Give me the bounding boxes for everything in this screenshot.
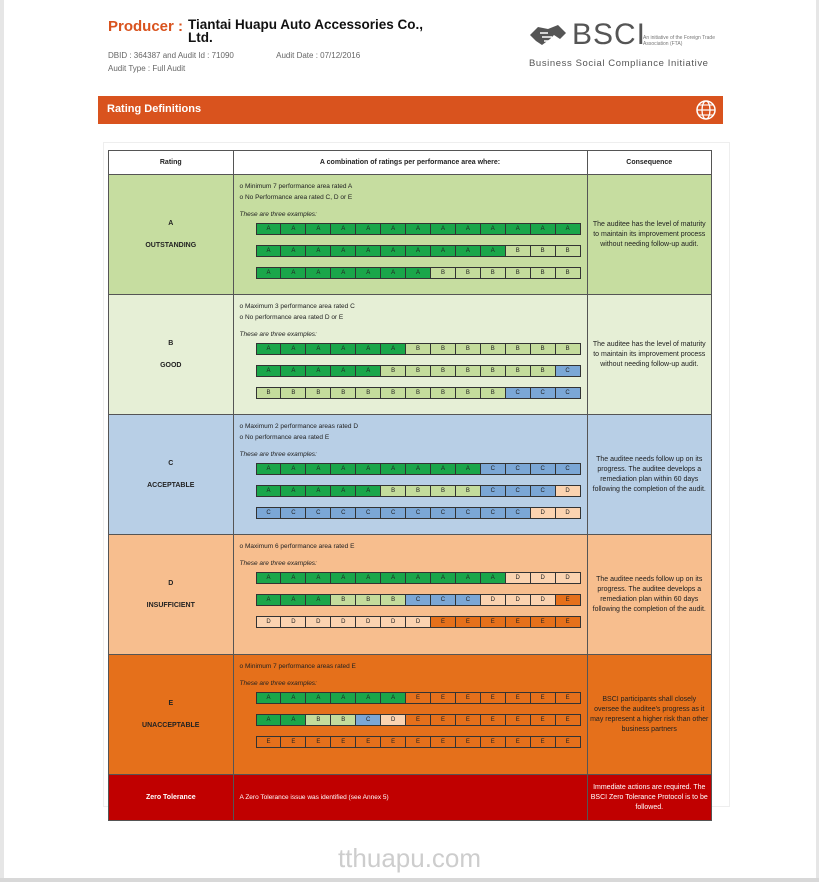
rating-cell: B bbox=[506, 268, 531, 278]
rating-cell: C bbox=[481, 486, 506, 496]
rating-cell: A bbox=[306, 464, 331, 474]
rating-cell: A bbox=[406, 464, 431, 474]
rating-cell: A bbox=[506, 224, 531, 234]
rating-cell: B bbox=[381, 595, 406, 605]
rating-cell: D bbox=[356, 617, 381, 627]
frame-bottom bbox=[0, 878, 819, 882]
rating-cell: A bbox=[257, 224, 282, 234]
rating-cell: A bbox=[331, 366, 356, 376]
rating-cell: C bbox=[506, 508, 531, 518]
rating-cell: E bbox=[506, 617, 531, 627]
rating-letter: D bbox=[168, 580, 174, 587]
rating-cell: B bbox=[431, 486, 456, 496]
example-grid-row bbox=[256, 507, 581, 519]
rating-cell: E bbox=[456, 617, 481, 627]
example-grid-row bbox=[256, 245, 581, 257]
dbid-text: DBID : 364387 and Audit Id : 71090 bbox=[108, 51, 234, 60]
rating-cell: C bbox=[331, 508, 356, 518]
rating-cell: A bbox=[257, 464, 282, 474]
rating-cell: C bbox=[531, 486, 556, 496]
handshake-icon bbox=[528, 21, 568, 51]
rating-cell: B bbox=[257, 388, 282, 398]
rating-cell: A bbox=[257, 486, 282, 496]
rating-cell: B bbox=[506, 344, 531, 354]
rating-cell: A bbox=[306, 344, 331, 354]
globe-icon bbox=[695, 99, 717, 121]
rating-cell: A bbox=[431, 224, 456, 234]
rating-cell: B bbox=[406, 486, 431, 496]
section-bar bbox=[98, 96, 723, 124]
rating-cell: C bbox=[531, 388, 556, 398]
criteria-line: o Maximum 2 performance areas rated D bbox=[239, 423, 359, 430]
rating-consequence: The auditee has the level of maturity to maintain its improvement process without needing follow-up audit. bbox=[587, 295, 712, 415]
rating-cell: B bbox=[306, 388, 331, 398]
audit-date: Audit Date : 07/12/2016 bbox=[276, 51, 361, 60]
example-grid-row bbox=[256, 485, 581, 497]
table-body bbox=[109, 175, 712, 821]
rating-cell: D bbox=[381, 617, 406, 627]
rating-cell: E bbox=[481, 617, 506, 627]
rating-cell: B bbox=[331, 595, 356, 605]
rating-cell: B bbox=[406, 388, 431, 398]
rating-consequence: The auditee has the level of maturity to maintain its improvement process without needing follow-up audit. bbox=[587, 175, 712, 295]
rating-cell: A bbox=[456, 464, 481, 474]
rating-cell: B bbox=[431, 388, 456, 398]
rating-cell: D bbox=[306, 617, 331, 627]
rating-cell: A bbox=[381, 224, 406, 234]
rating-level bbox=[109, 295, 234, 415]
header-rating: Rating bbox=[109, 151, 234, 175]
rating-cell: D bbox=[556, 486, 580, 496]
zero-tolerance-label: Zero Tolerance bbox=[109, 775, 234, 821]
rating-name: OUTSTANDING bbox=[145, 242, 197, 249]
rating-cell: A bbox=[356, 224, 381, 234]
rating-cell: E bbox=[431, 737, 456, 747]
rating-cell: A bbox=[281, 268, 306, 278]
rating-cell: B bbox=[556, 246, 580, 256]
rating-cell: C bbox=[556, 388, 580, 398]
criteria-line: o Maximum 6 performance area rated E bbox=[239, 543, 355, 550]
rating-cell: C bbox=[506, 486, 531, 496]
rating-cell: E bbox=[531, 737, 556, 747]
rating-cell: C bbox=[431, 508, 456, 518]
rating-letter: C bbox=[168, 460, 174, 467]
rating-cell: A bbox=[331, 246, 356, 256]
rating-cell: B bbox=[281, 388, 306, 398]
example-grid-row bbox=[256, 365, 581, 377]
rating-cell: A bbox=[281, 246, 306, 256]
rating-cell: A bbox=[331, 486, 356, 496]
rating-cell: A bbox=[406, 573, 431, 583]
rating-cell: A bbox=[381, 464, 406, 474]
rating-cell: B bbox=[481, 344, 506, 354]
criteria-line: o No performance area rated E bbox=[239, 434, 330, 441]
rating-cell: B bbox=[531, 344, 556, 354]
example-grid-row bbox=[256, 616, 581, 628]
table-header-row bbox=[109, 151, 712, 175]
rating-cell: C bbox=[406, 508, 431, 518]
rating-name: INSUFFICIENT bbox=[146, 602, 195, 609]
rating-cell: B bbox=[481, 388, 506, 398]
rating-cell: E bbox=[556, 737, 580, 747]
rating-cell: B bbox=[306, 715, 331, 725]
rating-cell: A bbox=[456, 573, 481, 583]
rating-cell: E bbox=[481, 715, 506, 725]
example-grid-row bbox=[256, 387, 581, 399]
rating-cell: C bbox=[306, 508, 331, 518]
rating-cell: A bbox=[306, 246, 331, 256]
zero-tolerance-criteria: A Zero Tolerance issue was identified (see Annex 5) bbox=[233, 775, 587, 821]
rating-cell: B bbox=[356, 595, 381, 605]
header-combination: A combination of ratings per performance area where: bbox=[233, 151, 587, 175]
rating-cell: E bbox=[356, 737, 381, 747]
rating-cell: B bbox=[381, 388, 406, 398]
rating-cell: E bbox=[381, 737, 406, 747]
bsci-word: BSCI bbox=[572, 18, 647, 51]
example-grid-row bbox=[256, 692, 581, 704]
rating-cell: A bbox=[381, 268, 406, 278]
rating-cell: A bbox=[257, 573, 282, 583]
rating-cell: E bbox=[506, 737, 531, 747]
rating-cell: B bbox=[431, 366, 456, 376]
producer-name: Tiantai Huapu Auto Accessories Co., Ltd. bbox=[188, 17, 424, 45]
examples-label: These are three examples: bbox=[239, 680, 317, 687]
rating-cell: A bbox=[257, 268, 282, 278]
rating-cell: A bbox=[356, 344, 381, 354]
examples-label: These are three examples: bbox=[239, 560, 317, 567]
rating-cell: A bbox=[406, 268, 431, 278]
rating-cell: D bbox=[281, 617, 306, 627]
rating-cell: E bbox=[506, 715, 531, 725]
rating-cell: E bbox=[506, 693, 531, 703]
example-grid-row bbox=[256, 572, 581, 584]
rating-cell: D bbox=[381, 715, 406, 725]
rating-cell: A bbox=[381, 344, 406, 354]
rating-cell: A bbox=[331, 344, 356, 354]
rating-criteria bbox=[233, 655, 587, 775]
header-consequence: Consequence bbox=[587, 151, 712, 175]
rating-cell: A bbox=[281, 573, 306, 583]
rating-cell: A bbox=[281, 366, 306, 376]
rating-cell: E bbox=[456, 715, 481, 725]
rating-cell: A bbox=[306, 224, 331, 234]
rating-cell: E bbox=[556, 595, 580, 605]
rating-consequence: The auditee needs follow up on its progress. The auditee develops a remediation plan within 60 days following the completion of the audit. bbox=[587, 415, 712, 535]
rating-row-a bbox=[109, 175, 712, 295]
rating-consequence: The auditee needs follow up on its progress. The auditee develops a remediation plan within 60 days following the completion of the audit. bbox=[587, 535, 712, 655]
rating-cell: C bbox=[431, 595, 456, 605]
rating-cell: C bbox=[481, 464, 506, 474]
rating-cell: A bbox=[356, 366, 381, 376]
rating-cell: E bbox=[431, 693, 456, 703]
rating-letter: B bbox=[168, 340, 174, 347]
rating-cell: A bbox=[281, 344, 306, 354]
rating-name: ACCEPTABLE bbox=[147, 482, 195, 489]
rating-cell: A bbox=[331, 693, 356, 703]
rating-cell: D bbox=[506, 573, 531, 583]
rating-cell: D bbox=[556, 573, 580, 583]
rating-cell: A bbox=[481, 246, 506, 256]
rating-cell: C bbox=[531, 464, 556, 474]
rating-cell: C bbox=[356, 508, 381, 518]
rating-cell: A bbox=[257, 246, 282, 256]
rating-cell: A bbox=[356, 246, 381, 256]
rating-cell: B bbox=[456, 486, 481, 496]
rating-cell: D bbox=[556, 508, 580, 518]
rating-cell: C bbox=[257, 508, 282, 518]
rating-cell: A bbox=[257, 693, 282, 703]
example-grid-row bbox=[256, 223, 581, 235]
rating-letter: A bbox=[168, 220, 174, 227]
rating-cell: A bbox=[306, 573, 331, 583]
rating-cell: A bbox=[456, 246, 481, 256]
rating-cell: A bbox=[306, 366, 331, 376]
rating-cell: C bbox=[406, 595, 431, 605]
rating-cell: A bbox=[281, 595, 306, 605]
rating-cell: B bbox=[331, 715, 356, 725]
rating-cell: B bbox=[506, 246, 531, 256]
zero-tolerance-row bbox=[109, 775, 712, 821]
rating-cell: E bbox=[331, 737, 356, 747]
rating-cell: A bbox=[306, 486, 331, 496]
rating-cell: C bbox=[381, 508, 406, 518]
rating-cell: E bbox=[531, 715, 556, 725]
rating-cell: E bbox=[556, 715, 580, 725]
rating-cell: C bbox=[456, 595, 481, 605]
rating-cell: E bbox=[257, 737, 282, 747]
rating-cell: B bbox=[381, 366, 406, 376]
rating-row-d bbox=[109, 535, 712, 655]
rating-cell: A bbox=[406, 246, 431, 256]
rating-cell: B bbox=[556, 268, 580, 278]
rating-cell: E bbox=[306, 737, 331, 747]
rating-cell: A bbox=[281, 486, 306, 496]
rating-cell: C bbox=[506, 388, 531, 398]
examples-label: These are three examples: bbox=[239, 451, 317, 458]
rating-cell: E bbox=[431, 715, 456, 725]
rating-cell: B bbox=[406, 366, 431, 376]
criteria-line: o No performance area rated D or E bbox=[239, 314, 344, 321]
rating-cell: A bbox=[281, 224, 306, 234]
examples-label: These are three examples: bbox=[239, 211, 317, 218]
rating-cell: E bbox=[456, 737, 481, 747]
rating-cell: B bbox=[456, 268, 481, 278]
rating-cell: A bbox=[306, 268, 331, 278]
rating-letter: E bbox=[168, 700, 174, 707]
rating-cell: C bbox=[481, 508, 506, 518]
rating-name: UNACCEPTABLE bbox=[142, 722, 200, 729]
rating-cell: B bbox=[506, 366, 531, 376]
rating-cell: B bbox=[481, 268, 506, 278]
rating-name: GOOD bbox=[160, 362, 182, 369]
rating-cell: B bbox=[456, 366, 481, 376]
rating-cell: D bbox=[257, 617, 282, 627]
rating-cell: D bbox=[331, 617, 356, 627]
rating-cell: B bbox=[356, 388, 381, 398]
example-grid-row bbox=[256, 463, 581, 475]
rating-cell: A bbox=[531, 224, 556, 234]
rating-cell: D bbox=[531, 573, 556, 583]
section-title: Rating Definitions bbox=[107, 103, 202, 115]
rating-cell: E bbox=[531, 693, 556, 703]
rating-cell: B bbox=[431, 268, 456, 278]
rating-cell: A bbox=[257, 595, 282, 605]
rating-cell: C bbox=[456, 508, 481, 518]
rating-cell: A bbox=[431, 246, 456, 256]
examples-label: These are three examples: bbox=[239, 331, 317, 338]
rating-cell: E bbox=[556, 693, 580, 703]
rating-level bbox=[109, 175, 234, 295]
audit-ids bbox=[108, 51, 360, 60]
rating-cell: E bbox=[406, 693, 431, 703]
zero-tolerance-consequence: Immediate actions are required. The BSCI Zero Tolerance Protocol is to be followed. bbox=[587, 775, 712, 821]
rating-cell: E bbox=[406, 715, 431, 725]
rating-cell: C bbox=[556, 366, 580, 376]
rating-cell: A bbox=[281, 464, 306, 474]
rating-cell: A bbox=[331, 464, 356, 474]
rating-cell: E bbox=[556, 617, 580, 627]
example-grid-row bbox=[256, 594, 581, 606]
example-grid-row bbox=[256, 267, 581, 279]
rating-cell: D bbox=[481, 595, 506, 605]
rating-level bbox=[109, 415, 234, 535]
criteria-line: o Minimum 7 performance area rated A bbox=[239, 183, 353, 190]
rating-cell: A bbox=[356, 464, 381, 474]
rating-cell: E bbox=[456, 693, 481, 703]
rating-cell: B bbox=[481, 366, 506, 376]
bsci-subtitle: Business Social Compliance Initiative bbox=[529, 58, 709, 69]
rating-cell: A bbox=[257, 366, 282, 376]
rating-level bbox=[109, 655, 234, 775]
rating-consequence: BSCI participants shall closely oversee the auditee's progress as it may represent a higher risk than other business partners bbox=[587, 655, 712, 775]
rating-row-b bbox=[109, 295, 712, 415]
rating-cell: C bbox=[356, 715, 381, 725]
rating-cell: E bbox=[481, 693, 506, 703]
rating-cell: A bbox=[306, 595, 331, 605]
rating-cell: A bbox=[456, 224, 481, 234]
rating-cell: E bbox=[481, 737, 506, 747]
rating-cell: B bbox=[331, 388, 356, 398]
rating-cell: C bbox=[556, 464, 580, 474]
rating-cell: A bbox=[331, 573, 356, 583]
frame-left bbox=[0, 0, 4, 882]
rating-level bbox=[109, 535, 234, 655]
example-grid-row bbox=[256, 736, 581, 748]
rating-cell: C bbox=[281, 508, 306, 518]
rating-cell: A bbox=[331, 268, 356, 278]
rating-cell: A bbox=[431, 464, 456, 474]
rating-criteria bbox=[233, 295, 587, 415]
rating-cell: B bbox=[531, 268, 556, 278]
rating-cell: A bbox=[281, 693, 306, 703]
criteria-line: o Minimum 7 performance areas rated E bbox=[239, 663, 356, 670]
rating-cell: A bbox=[481, 573, 506, 583]
rating-cell: D bbox=[406, 617, 431, 627]
rating-cell: A bbox=[481, 224, 506, 234]
rating-cell: E bbox=[406, 737, 431, 747]
rating-cell: A bbox=[381, 573, 406, 583]
rating-cell: E bbox=[281, 737, 306, 747]
rating-cell: A bbox=[381, 246, 406, 256]
audit-type: Audit Type : Full Audit bbox=[108, 64, 186, 73]
example-grid-row bbox=[256, 714, 581, 726]
rating-row-e bbox=[109, 655, 712, 775]
rating-cell: D bbox=[531, 595, 556, 605]
rating-cell: C bbox=[506, 464, 531, 474]
rating-cell: A bbox=[257, 344, 282, 354]
rating-cell: A bbox=[356, 268, 381, 278]
rating-cell: D bbox=[506, 595, 531, 605]
rating-cell: B bbox=[531, 246, 556, 256]
rating-cell: A bbox=[356, 693, 381, 703]
rating-criteria bbox=[233, 535, 587, 655]
rating-cell: A bbox=[281, 715, 306, 725]
example-grid-row bbox=[256, 343, 581, 355]
rating-criteria bbox=[233, 415, 587, 535]
rating-criteria bbox=[233, 175, 587, 295]
rating-definitions-table bbox=[108, 150, 712, 821]
bsci-logo bbox=[528, 18, 723, 73]
rating-cell: E bbox=[431, 617, 456, 627]
rating-cell: A bbox=[406, 224, 431, 234]
rating-cell: B bbox=[556, 344, 580, 354]
rating-cell: B bbox=[381, 486, 406, 496]
rating-cell: A bbox=[431, 573, 456, 583]
rating-cell: D bbox=[531, 508, 556, 518]
rating-cell: B bbox=[431, 344, 456, 354]
producer-label: Producer : bbox=[108, 18, 184, 35]
rating-cell: A bbox=[381, 693, 406, 703]
rating-cell: B bbox=[406, 344, 431, 354]
rating-cell: E bbox=[531, 617, 556, 627]
watermark: tthuapu.com bbox=[337, 843, 482, 873]
rating-cell: B bbox=[531, 366, 556, 376]
rating-cell: A bbox=[356, 573, 381, 583]
bsci-initiative-text: An initiative of the Foreign Trade Association (FTA) bbox=[643, 35, 715, 47]
rating-cell: A bbox=[331, 224, 356, 234]
rating-cell: A bbox=[257, 715, 282, 725]
criteria-line: o No Performance area rated C, D or E bbox=[239, 194, 353, 201]
rating-cell: A bbox=[306, 693, 331, 703]
rating-cell: A bbox=[556, 224, 580, 234]
criteria-line: o Maximum 3 performance area rated C bbox=[239, 303, 355, 310]
rating-cell: A bbox=[356, 486, 381, 496]
rating-row-c bbox=[109, 415, 712, 535]
rating-cell: B bbox=[456, 344, 481, 354]
rating-cell: B bbox=[456, 388, 481, 398]
